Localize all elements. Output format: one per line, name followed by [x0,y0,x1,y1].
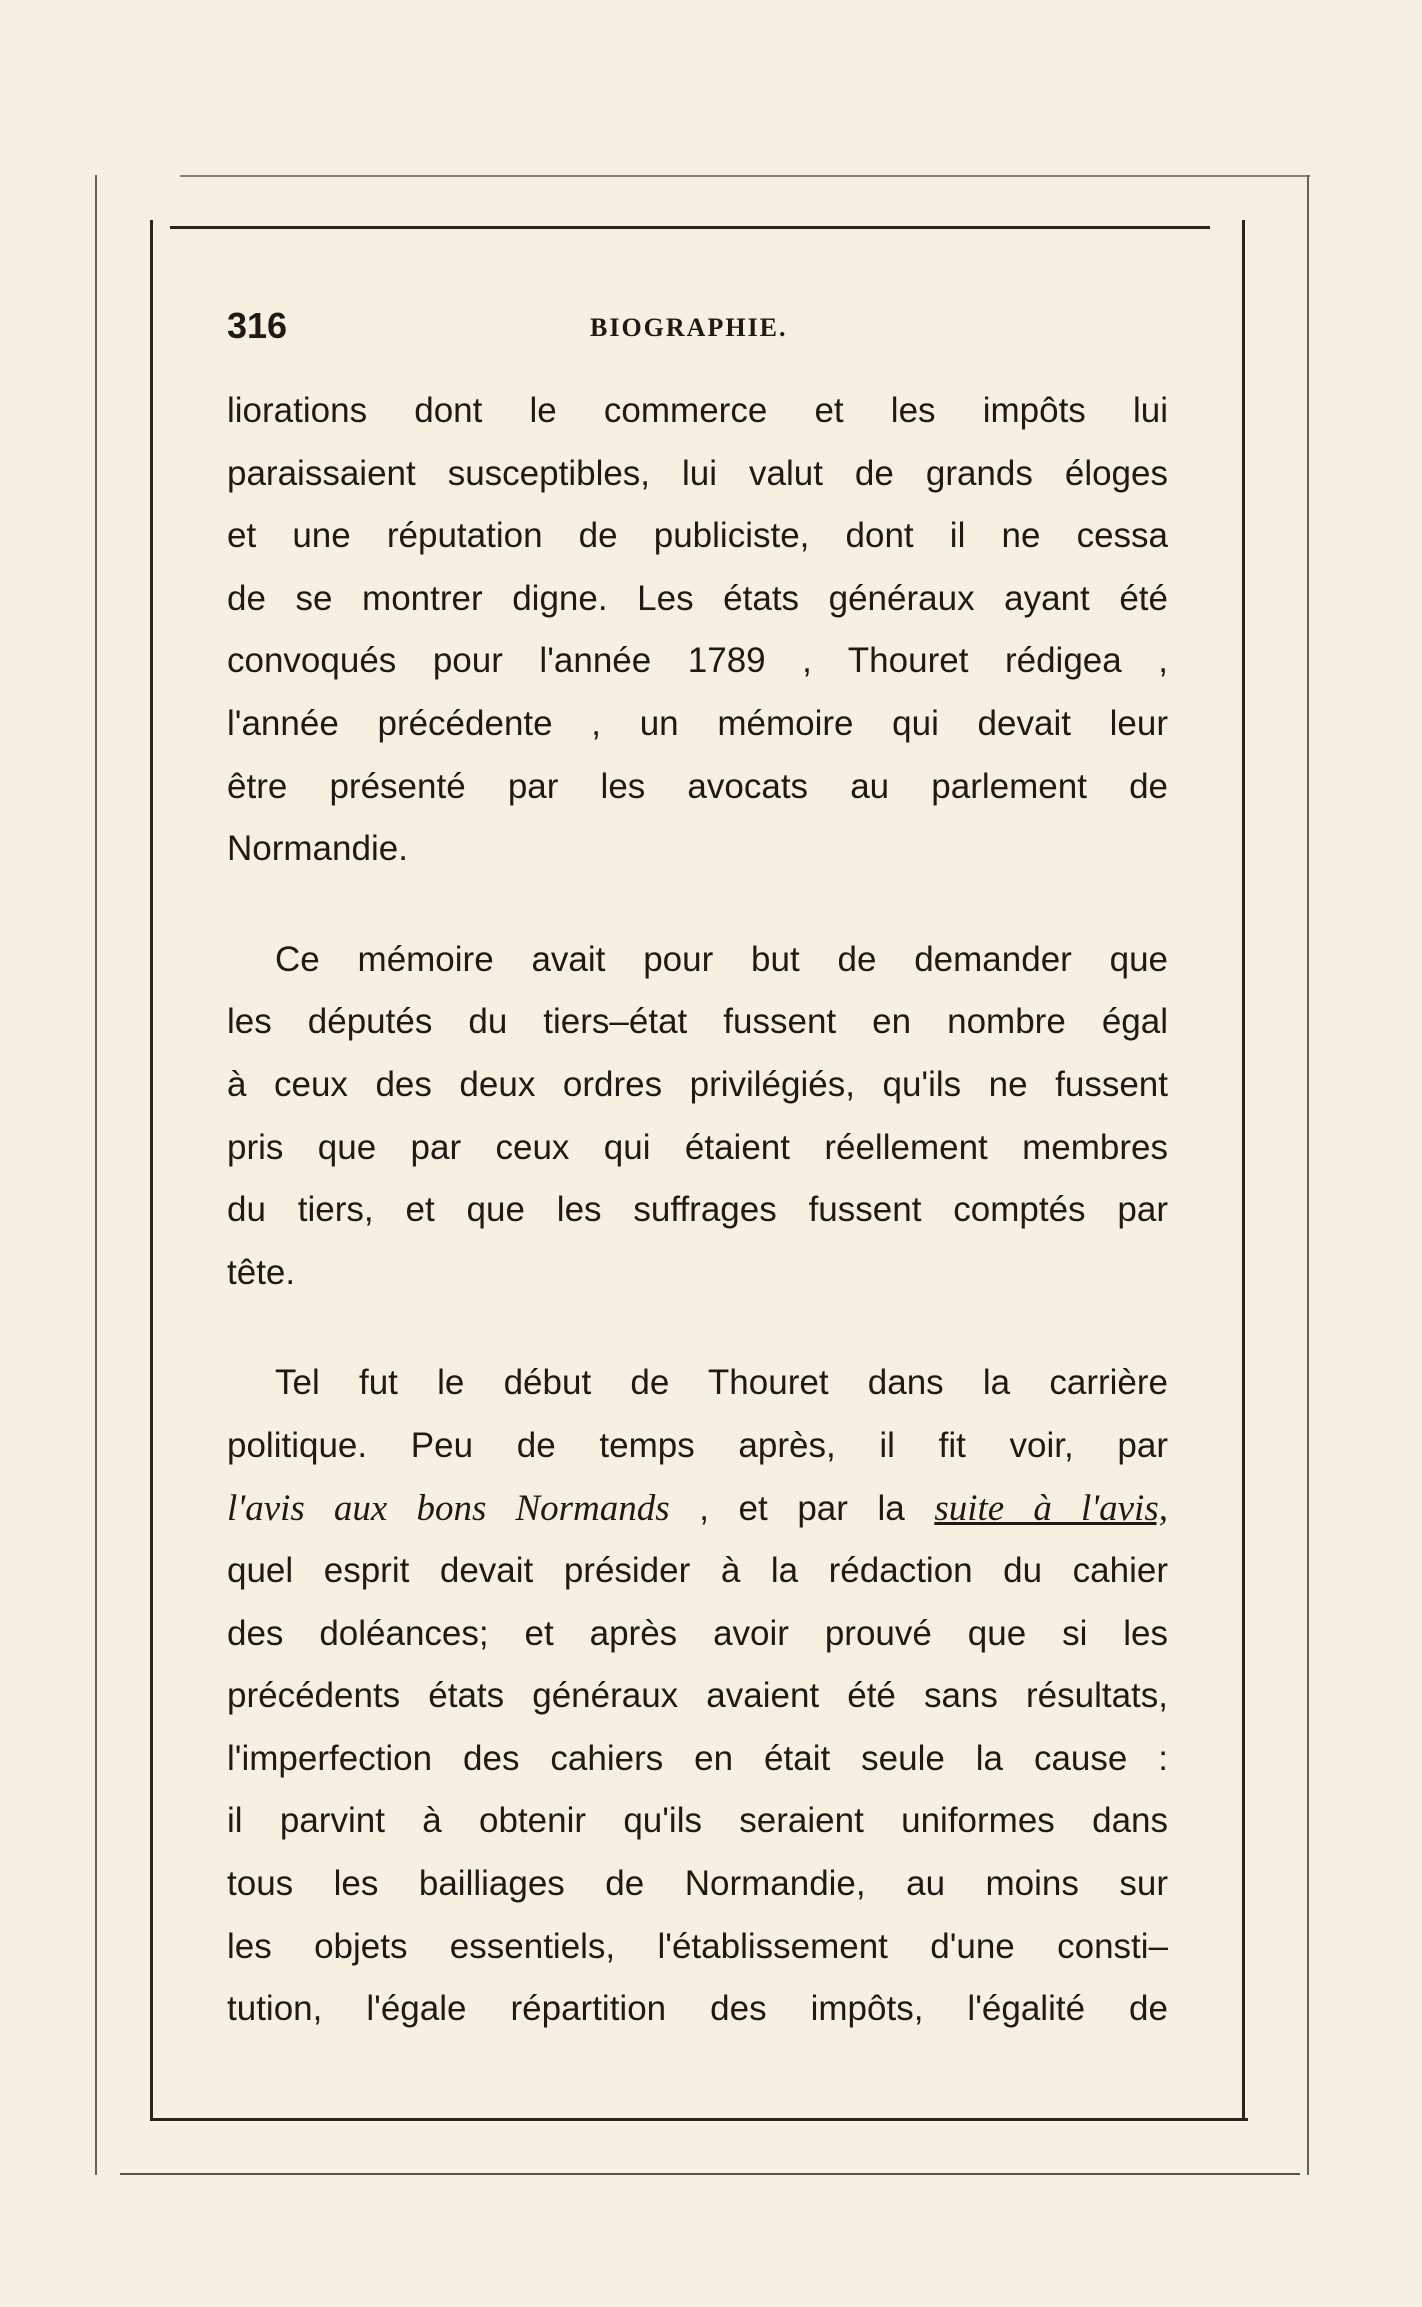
italic-title-avis: l'avis aux bons Normands [227,1487,670,1529]
running-title: BIOGRAPHIE. [590,313,788,342]
text-line: tous les bailliages de Normandie, au moins sur [227,1864,1168,1904]
text-fragment: , et par la [699,1488,905,1528]
text-line: convoqués pour l'année 1789 , Thouret rédigea , [227,641,1168,681]
text-line: Tel fut le début de Thouret dans la carrière [275,1363,1168,1403]
text-line: et une réputation de publiciste, dont il ne cessa [227,516,1168,556]
page-number: 316 [227,305,288,346]
text-line: politique. Peu de temps après, il fit voir, par [227,1425,1168,1465]
text-line: précédents états généraux avaient été sans résultats, [227,1676,1168,1716]
text-line: tête. [227,1252,296,1292]
text-line: liorations dont le commerce et les impôts lui [227,391,1168,430]
paragraph-gap [227,1304,1168,1352]
outer-top-rule [180,175,1310,177]
paragraph-2 [227,929,1168,1305]
outer-bottom-rule [120,2173,1300,2175]
text-line: il parvint à obtenir qu'ils seraient uniformes dans [227,1801,1168,1841]
text-line: Normandie. [227,829,408,869]
paragraph-3 [227,1352,1168,2041]
body-text [227,380,1168,2041]
text-line: de se montrer digne. Les états généraux ayant été [227,578,1168,618]
text-line: les objets essentiels, l'établissement d'une consti– [227,1926,1168,1966]
page-header [227,305,1177,355]
text-line: les députés du tiers–état fussent en nombre égal [227,1002,1168,1042]
text-line-with-italics [227,1478,1168,1541]
outer-right-rule [1307,175,1309,2175]
text-line: à ceux des deux ordres privilégiés, qu'ils ne fussent [227,1064,1168,1104]
text-line: pris que par ceux qui étaient réellement membres [227,1127,1168,1167]
text-line: du tiers, et que les suffrages fussent comptés par [227,1190,1168,1230]
inner-bottom-rule [150,2118,1248,2121]
text-line: l'année précédente , un mémoire qui devait leur [227,703,1168,743]
paragraph-gap [227,881,1168,929]
text-line: l'imperfection des cahiers en était seule la cause : [227,1738,1168,1778]
paragraph-1 [227,380,1168,881]
text-line: paraissaient susceptibles, lui valut de grands éloges [227,453,1168,493]
outer-left-rule [95,175,97,2175]
text-line: Ce mémoire avait pour but de demander que [275,939,1168,979]
text-line: tution, l'égale répartition des impôts, l'égalité de [227,1989,1168,2029]
text-line: quel esprit devait présider à la rédaction du cahier [227,1551,1168,1591]
text-line: des doléances; et après avoir prouvé que si les [227,1613,1168,1653]
italic-title-suite: suite à l'avis, [934,1487,1168,1529]
text-line: être présenté par les avocats au parlement de [227,766,1168,806]
